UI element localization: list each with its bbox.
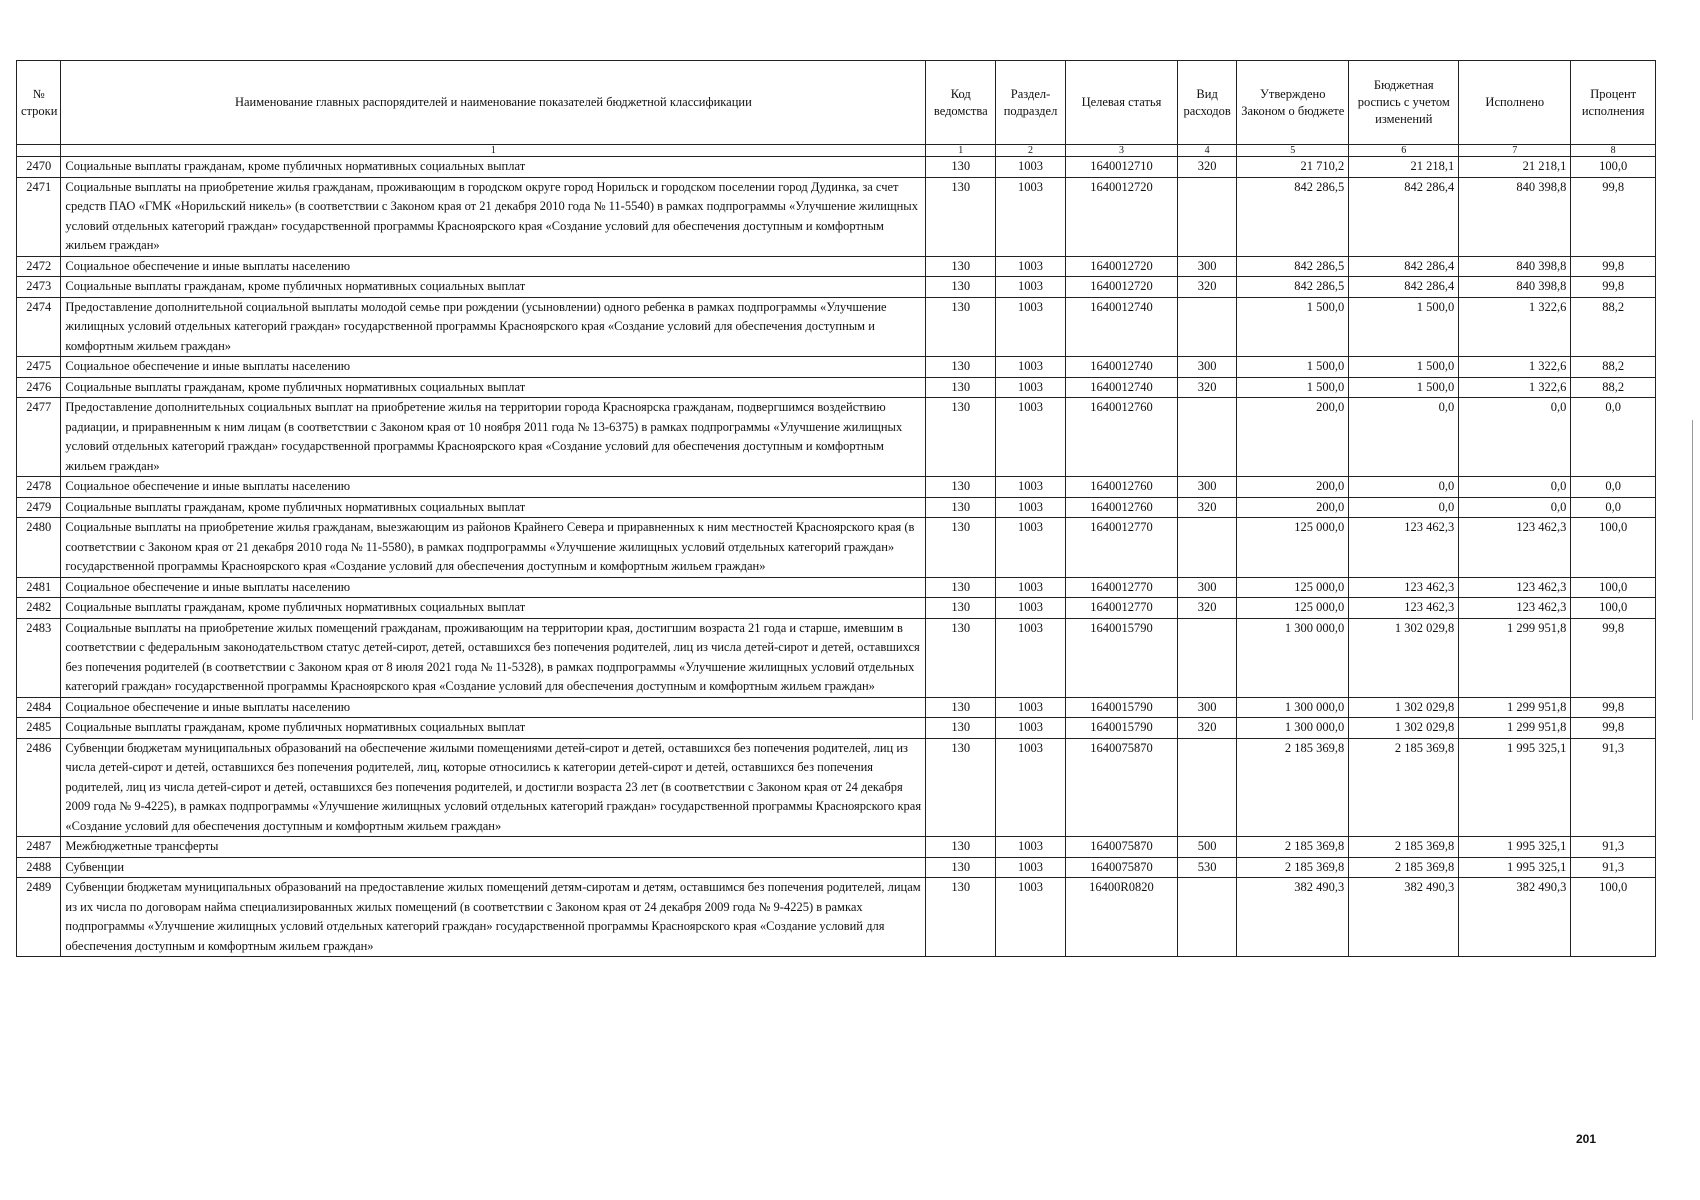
colnum: 1 bbox=[61, 145, 926, 157]
executed-amount: 21 218,1 bbox=[1459, 157, 1571, 178]
approved-amount: 842 286,5 bbox=[1237, 177, 1349, 256]
table-row bbox=[17, 357, 1656, 378]
section-code: 1003 bbox=[996, 497, 1066, 518]
approved-amount: 2 185 369,8 bbox=[1237, 837, 1349, 858]
row-name: Субвенции бюджетам муниципальных образований на предоставление жилых помещений детям-сиротам и детям, оставшимся без попечения родителей, лицам из их числа по договорам найма специализированных жилых помещений (в соответствии с Законом края от 24 декабря 2009 года № 9-4225) в рамках подпрограммы «Улучшение жилищных условий отдельных категорий граждан» государственной программы Красноярского края «Создание условий для обеспечения доступным и комфортным жильем граждан» bbox=[61, 878, 926, 957]
expense-type bbox=[1178, 177, 1237, 256]
target-code: 1640012770 bbox=[1065, 518, 1177, 578]
dept-code: 130 bbox=[926, 738, 996, 837]
table-row bbox=[17, 398, 1656, 477]
target-code: 1640075870 bbox=[1065, 857, 1177, 878]
row-name: Социальные выплаты на приобретение жилья гражданам, выезжающим из районов Крайнего Севера и приравненных к ним местностей Красноярского края (в соответствии с Законом края от 21 декабря 2010 года № 11-5580), в рамках подпрограммы «Улучшение жилищных условий отдельных категорий граждан» государственной программы Красноярского края «Создание условий для обеспечения доступным и комфортным жильем граждан» bbox=[61, 518, 926, 578]
approved-amount: 125 000,0 bbox=[1237, 518, 1349, 578]
header-name: Наименование главных распорядителей и наименование показателей бюджетной классификации bbox=[61, 61, 926, 145]
budget-amount: 1 302 029,8 bbox=[1349, 718, 1459, 739]
executed-amount: 1 299 951,8 bbox=[1459, 718, 1571, 739]
dept-code: 130 bbox=[926, 357, 996, 378]
executed-amount: 123 462,3 bbox=[1459, 577, 1571, 598]
execution-percent: 100,0 bbox=[1571, 577, 1656, 598]
expense-type bbox=[1178, 618, 1237, 697]
colnum bbox=[17, 145, 61, 157]
expense-type bbox=[1178, 878, 1237, 957]
approved-amount: 125 000,0 bbox=[1237, 598, 1349, 619]
target-code: 1640012710 bbox=[1065, 157, 1177, 178]
dept-code: 130 bbox=[926, 598, 996, 619]
executed-amount: 123 462,3 bbox=[1459, 518, 1571, 578]
colnum: 5 bbox=[1237, 145, 1349, 157]
expense-type: 320 bbox=[1178, 598, 1237, 619]
execution-percent: 100,0 bbox=[1571, 157, 1656, 178]
expense-type bbox=[1178, 518, 1237, 578]
expense-type bbox=[1178, 398, 1237, 477]
dept-code: 130 bbox=[926, 398, 996, 477]
budget-amount: 1 302 029,8 bbox=[1349, 697, 1459, 718]
executed-amount: 1 995 325,1 bbox=[1459, 738, 1571, 837]
row-number: 2489 bbox=[17, 878, 61, 957]
execution-percent: 100,0 bbox=[1571, 878, 1656, 957]
budget-amount: 1 302 029,8 bbox=[1349, 618, 1459, 697]
execution-percent: 99,8 bbox=[1571, 277, 1656, 298]
row-name: Социальные выплаты на приобретение жилых помещений гражданам, проживающим на территории края, достигшим возраста 21 года и старше, имевшим в соответствии с федеральным законодательством статус детей-сирот, детей, оставшихся без попечения родителей, лиц из числа детей-сирот и детей, оставшихся без попечения родителей (в соответствии с Законом края от 8 июля 2021 года № 11-5328), в рамках подпрограммы «Улучшение жилищных условий отдельных категорий граждан» государственной программы Красноярского края «Создание условий для обеспечения доступным и комфортным жильем граждан» bbox=[61, 618, 926, 697]
scan-edge-line bbox=[1692, 420, 1693, 720]
budget-amount: 123 462,3 bbox=[1349, 577, 1459, 598]
row-number: 2486 bbox=[17, 738, 61, 837]
expense-type: 530 bbox=[1178, 857, 1237, 878]
execution-percent: 99,8 bbox=[1571, 718, 1656, 739]
expense-type bbox=[1178, 738, 1237, 837]
table-row bbox=[17, 837, 1656, 858]
target-code: 1640012770 bbox=[1065, 598, 1177, 619]
dept-code: 130 bbox=[926, 497, 996, 518]
table-row bbox=[17, 157, 1656, 178]
row-number: 2474 bbox=[17, 297, 61, 357]
budget-amount: 842 286,4 bbox=[1349, 256, 1459, 277]
table-row bbox=[17, 598, 1656, 619]
budget-amount: 1 500,0 bbox=[1349, 377, 1459, 398]
section-code: 1003 bbox=[996, 518, 1066, 578]
colnum: 3 bbox=[1065, 145, 1177, 157]
executed-amount: 1 995 325,1 bbox=[1459, 857, 1571, 878]
execution-percent: 99,8 bbox=[1571, 256, 1656, 277]
header-section: Раздел-подраздел bbox=[996, 61, 1066, 145]
expense-type: 300 bbox=[1178, 357, 1237, 378]
section-code: 1003 bbox=[996, 738, 1066, 837]
table-row bbox=[17, 177, 1656, 256]
dept-code: 130 bbox=[926, 157, 996, 178]
target-code: 1640015790 bbox=[1065, 618, 1177, 697]
target-code: 1640012760 bbox=[1065, 398, 1177, 477]
expense-type bbox=[1178, 297, 1237, 357]
header-approved: Утверждено Законом о бюджете bbox=[1237, 61, 1349, 145]
dept-code: 130 bbox=[926, 277, 996, 298]
row-name: Субвенции bbox=[61, 857, 926, 878]
execution-percent: 99,8 bbox=[1571, 697, 1656, 718]
table-row bbox=[17, 878, 1656, 957]
expense-type: 300 bbox=[1178, 256, 1237, 277]
colnum: 6 bbox=[1349, 145, 1459, 157]
colnum: 8 bbox=[1571, 145, 1656, 157]
row-number: 2487 bbox=[17, 837, 61, 858]
budget-amount: 2 185 369,8 bbox=[1349, 837, 1459, 858]
approved-amount: 1 500,0 bbox=[1237, 357, 1349, 378]
table-header-row bbox=[17, 61, 1656, 145]
dept-code: 130 bbox=[926, 618, 996, 697]
table-row bbox=[17, 718, 1656, 739]
approved-amount: 200,0 bbox=[1237, 477, 1349, 498]
row-number: 2476 bbox=[17, 377, 61, 398]
row-name: Социальные выплаты гражданам, кроме публичных нормативных социальных выплат bbox=[61, 377, 926, 398]
executed-amount: 1 299 951,8 bbox=[1459, 697, 1571, 718]
execution-percent: 0,0 bbox=[1571, 497, 1656, 518]
target-code: 1640075870 bbox=[1065, 738, 1177, 837]
dept-code: 130 bbox=[926, 177, 996, 256]
table-row bbox=[17, 518, 1656, 578]
expense-type: 320 bbox=[1178, 377, 1237, 398]
row-number: 2484 bbox=[17, 697, 61, 718]
dept-code: 130 bbox=[926, 477, 996, 498]
approved-amount: 1 300 000,0 bbox=[1237, 697, 1349, 718]
row-name: Социальное обеспечение и иные выплаты населению bbox=[61, 256, 926, 277]
expense-type: 320 bbox=[1178, 157, 1237, 178]
row-number: 2485 bbox=[17, 718, 61, 739]
approved-amount: 200,0 bbox=[1237, 497, 1349, 518]
budget-amount: 1 500,0 bbox=[1349, 297, 1459, 357]
expense-type: 300 bbox=[1178, 477, 1237, 498]
dept-code: 130 bbox=[926, 577, 996, 598]
section-code: 1003 bbox=[996, 157, 1066, 178]
expense-type: 300 bbox=[1178, 697, 1237, 718]
header-row-number: № строки bbox=[17, 61, 61, 145]
section-code: 1003 bbox=[996, 697, 1066, 718]
execution-percent: 91,3 bbox=[1571, 738, 1656, 837]
colnum: 7 bbox=[1459, 145, 1571, 157]
budget-amount: 123 462,3 bbox=[1349, 598, 1459, 619]
section-code: 1003 bbox=[996, 398, 1066, 477]
header-percent: Процент исполнения bbox=[1571, 61, 1656, 145]
execution-percent: 88,2 bbox=[1571, 377, 1656, 398]
expense-type: 300 bbox=[1178, 577, 1237, 598]
row-number: 2472 bbox=[17, 256, 61, 277]
dept-code: 130 bbox=[926, 297, 996, 357]
section-code: 1003 bbox=[996, 577, 1066, 598]
execution-percent: 100,0 bbox=[1571, 598, 1656, 619]
execution-percent: 88,2 bbox=[1571, 297, 1656, 357]
executed-amount: 840 398,8 bbox=[1459, 256, 1571, 277]
dept-code: 130 bbox=[926, 857, 996, 878]
approved-amount: 1 300 000,0 bbox=[1237, 618, 1349, 697]
execution-percent: 91,3 bbox=[1571, 857, 1656, 878]
dept-code: 130 bbox=[926, 377, 996, 398]
budget-amount: 21 218,1 bbox=[1349, 157, 1459, 178]
approved-amount: 2 185 369,8 bbox=[1237, 738, 1349, 837]
budget-amount: 2 185 369,8 bbox=[1349, 857, 1459, 878]
row-name: Социальное обеспечение и иные выплаты населению bbox=[61, 697, 926, 718]
budget-amount: 0,0 bbox=[1349, 398, 1459, 477]
executed-amount: 1 322,6 bbox=[1459, 377, 1571, 398]
budget-table-page bbox=[16, 60, 1656, 957]
approved-amount: 842 286,5 bbox=[1237, 277, 1349, 298]
section-code: 1003 bbox=[996, 256, 1066, 277]
row-number: 2480 bbox=[17, 518, 61, 578]
row-number: 2478 bbox=[17, 477, 61, 498]
colnum: 1 bbox=[926, 145, 996, 157]
row-name: Предоставление дополнительных социальных выплат на приобретение жилья на территории города Красноярска гражданам, подвергшимся воздействию радиации, и приравненным к ним лицам (в соответствии с Законом края от 10 ноября 2011 года № 13-6375) в рамках подпрограммы «Улучшение жилищных условий отдельных категорий граждан» государственной программы Красноярского края «Создание условий для обеспечения доступным и комфортным жильем граждан» bbox=[61, 398, 926, 477]
row-name: Социальное обеспечение и иные выплаты населению bbox=[61, 357, 926, 378]
approved-amount: 1 500,0 bbox=[1237, 377, 1349, 398]
section-code: 1003 bbox=[996, 477, 1066, 498]
table-row bbox=[17, 618, 1656, 697]
approved-amount: 1 500,0 bbox=[1237, 297, 1349, 357]
header-target: Целевая статья bbox=[1065, 61, 1177, 145]
dept-code: 130 bbox=[926, 718, 996, 739]
header-executed: Исполнено bbox=[1459, 61, 1571, 145]
budget-amount: 0,0 bbox=[1349, 477, 1459, 498]
expense-type: 320 bbox=[1178, 718, 1237, 739]
page-number: 201 bbox=[1576, 1132, 1597, 1146]
section-code: 1003 bbox=[996, 277, 1066, 298]
target-code: 1640012740 bbox=[1065, 377, 1177, 398]
target-code: 1640012760 bbox=[1065, 477, 1177, 498]
executed-amount: 1 322,6 bbox=[1459, 297, 1571, 357]
approved-amount: 1 300 000,0 bbox=[1237, 718, 1349, 739]
expense-type: 320 bbox=[1178, 497, 1237, 518]
approved-amount: 21 710,2 bbox=[1237, 157, 1349, 178]
budget-amount: 123 462,3 bbox=[1349, 518, 1459, 578]
column-number-row bbox=[17, 145, 1656, 157]
budget-amount: 382 490,3 bbox=[1349, 878, 1459, 957]
row-number: 2470 bbox=[17, 157, 61, 178]
row-name: Социальные выплаты гражданам, кроме публичных нормативных социальных выплат bbox=[61, 718, 926, 739]
execution-percent: 0,0 bbox=[1571, 477, 1656, 498]
dept-code: 130 bbox=[926, 256, 996, 277]
budget-amount: 2 185 369,8 bbox=[1349, 738, 1459, 837]
table-row bbox=[17, 256, 1656, 277]
section-code: 1003 bbox=[996, 857, 1066, 878]
row-name: Предоставление дополнительной социальной выплаты молодой семье при рождении (усыновлении) одного ребенка в рамках подпрограммы «Улучшение жилищных условий отдельных категорий граждан» государственной программы Красноярского края «Создание условий для обеспечения доступным и комфортным жильем граждан» bbox=[61, 297, 926, 357]
budget-amount: 842 286,4 bbox=[1349, 277, 1459, 298]
row-name: Межбюджетные трансферты bbox=[61, 837, 926, 858]
dept-code: 130 bbox=[926, 878, 996, 957]
approved-amount: 125 000,0 bbox=[1237, 577, 1349, 598]
executed-amount: 1 995 325,1 bbox=[1459, 837, 1571, 858]
budget-amount: 842 286,4 bbox=[1349, 177, 1459, 256]
row-name: Социальные выплаты гражданам, кроме публичных нормативных социальных выплат bbox=[61, 157, 926, 178]
row-name: Социальные выплаты на приобретение жилья гражданам, проживающим в городском округе город Норильск и городском поселении город Дудинка, за счет средств ПАО «ГМК «Норильский никель» (в соответствии с Законом края от 21 декабря 2010 года № 11-5540) в рамках подпрограммы «Улучшение жилищных условий отдельных категорий граждан» государственной программы Красноярского края «Создание условий для обеспечения доступным и комфортным жильем граждан» bbox=[61, 177, 926, 256]
executed-amount: 0,0 bbox=[1459, 477, 1571, 498]
approved-amount: 842 286,5 bbox=[1237, 256, 1349, 277]
row-number: 2475 bbox=[17, 357, 61, 378]
section-code: 1003 bbox=[996, 357, 1066, 378]
table-row bbox=[17, 738, 1656, 837]
approved-amount: 382 490,3 bbox=[1237, 878, 1349, 957]
dept-code: 130 bbox=[926, 518, 996, 578]
approved-amount: 200,0 bbox=[1237, 398, 1349, 477]
execution-percent: 99,8 bbox=[1571, 177, 1656, 256]
section-code: 1003 bbox=[996, 177, 1066, 256]
header-budget: Бюджетная роспись с учетом изменений bbox=[1349, 61, 1459, 145]
row-name: Социальные выплаты гражданам, кроме публичных нормативных социальных выплат bbox=[61, 277, 926, 298]
table-row bbox=[17, 577, 1656, 598]
target-code: 1640012720 bbox=[1065, 256, 1177, 277]
dept-code: 130 bbox=[926, 837, 996, 858]
table-body bbox=[17, 157, 1656, 957]
budget-amount: 1 500,0 bbox=[1349, 357, 1459, 378]
section-code: 1003 bbox=[996, 297, 1066, 357]
execution-percent: 88,2 bbox=[1571, 357, 1656, 378]
approved-amount: 2 185 369,8 bbox=[1237, 857, 1349, 878]
row-name: Социальное обеспечение и иные выплаты населению bbox=[61, 477, 926, 498]
executed-amount: 382 490,3 bbox=[1459, 878, 1571, 957]
table-row bbox=[17, 477, 1656, 498]
colnum: 4 bbox=[1178, 145, 1237, 157]
executed-amount: 1 322,6 bbox=[1459, 357, 1571, 378]
executed-amount: 1 299 951,8 bbox=[1459, 618, 1571, 697]
row-number: 2477 bbox=[17, 398, 61, 477]
header-expense-type: Вид расходов bbox=[1178, 61, 1237, 145]
target-code: 1640075870 bbox=[1065, 837, 1177, 858]
row-number: 2488 bbox=[17, 857, 61, 878]
dept-code: 130 bbox=[926, 697, 996, 718]
row-name: Социальное обеспечение и иные выплаты населению bbox=[61, 577, 926, 598]
executed-amount: 123 462,3 bbox=[1459, 598, 1571, 619]
executed-amount: 840 398,8 bbox=[1459, 277, 1571, 298]
execution-percent: 0,0 bbox=[1571, 398, 1656, 477]
section-code: 1003 bbox=[996, 878, 1066, 957]
header-dept-code: Код ведомства bbox=[926, 61, 996, 145]
table-row bbox=[17, 497, 1656, 518]
section-code: 1003 bbox=[996, 598, 1066, 619]
target-code: 1640012740 bbox=[1065, 357, 1177, 378]
section-code: 1003 bbox=[996, 618, 1066, 697]
table-row bbox=[17, 857, 1656, 878]
row-number: 2482 bbox=[17, 598, 61, 619]
table-row bbox=[17, 277, 1656, 298]
row-name: Социальные выплаты гражданам, кроме публичных нормативных социальных выплат bbox=[61, 497, 926, 518]
row-name: Социальные выплаты гражданам, кроме публичных нормативных социальных выплат bbox=[61, 598, 926, 619]
section-code: 1003 bbox=[996, 837, 1066, 858]
target-code: 1640012770 bbox=[1065, 577, 1177, 598]
table-row bbox=[17, 297, 1656, 357]
row-number: 2481 bbox=[17, 577, 61, 598]
section-code: 1003 bbox=[996, 718, 1066, 739]
row-number: 2479 bbox=[17, 497, 61, 518]
target-code: 1640015790 bbox=[1065, 718, 1177, 739]
target-code: 1640012720 bbox=[1065, 177, 1177, 256]
budget-amount: 0,0 bbox=[1349, 497, 1459, 518]
section-code: 1003 bbox=[996, 377, 1066, 398]
target-code: 1640012720 bbox=[1065, 277, 1177, 298]
execution-percent: 100,0 bbox=[1571, 518, 1656, 578]
expense-type: 320 bbox=[1178, 277, 1237, 298]
target-code: 16400R0820 bbox=[1065, 878, 1177, 957]
colnum: 2 bbox=[996, 145, 1066, 157]
target-code: 1640012760 bbox=[1065, 497, 1177, 518]
executed-amount: 0,0 bbox=[1459, 398, 1571, 477]
expense-type: 500 bbox=[1178, 837, 1237, 858]
executed-amount: 840 398,8 bbox=[1459, 177, 1571, 256]
row-number: 2483 bbox=[17, 618, 61, 697]
executed-amount: 0,0 bbox=[1459, 497, 1571, 518]
target-code: 1640015790 bbox=[1065, 697, 1177, 718]
row-number: 2473 bbox=[17, 277, 61, 298]
row-number: 2471 bbox=[17, 177, 61, 256]
table-row bbox=[17, 697, 1656, 718]
execution-percent: 99,8 bbox=[1571, 618, 1656, 697]
row-name: Субвенции бюджетам муниципальных образований на обеспечение жилыми помещениями детей-сирот и детей, оставшихся без попечения родителей, лиц из числа детей-сирот и детей, оставшихся без попечения родителей, лиц, которые относились к категории детей-сирот и детей, оставшихся без попечения родителей, лиц из числа детей-сирот и детей, оставшихся без попечения родителей, и достигли возраста 23 лет (в соответствии с Законом края от 24 декабря 2009 года № 9-4225), в рамках подпрограммы «Улучшение жилищных условий отдельных категорий граждан» государственной программы Красноярского края «Создание условий для обеспечения доступным и комфортным жильем граждан» bbox=[61, 738, 926, 837]
target-code: 1640012740 bbox=[1065, 297, 1177, 357]
execution-percent: 91,3 bbox=[1571, 837, 1656, 858]
table-row bbox=[17, 377, 1656, 398]
budget-execution-table bbox=[16, 60, 1656, 957]
